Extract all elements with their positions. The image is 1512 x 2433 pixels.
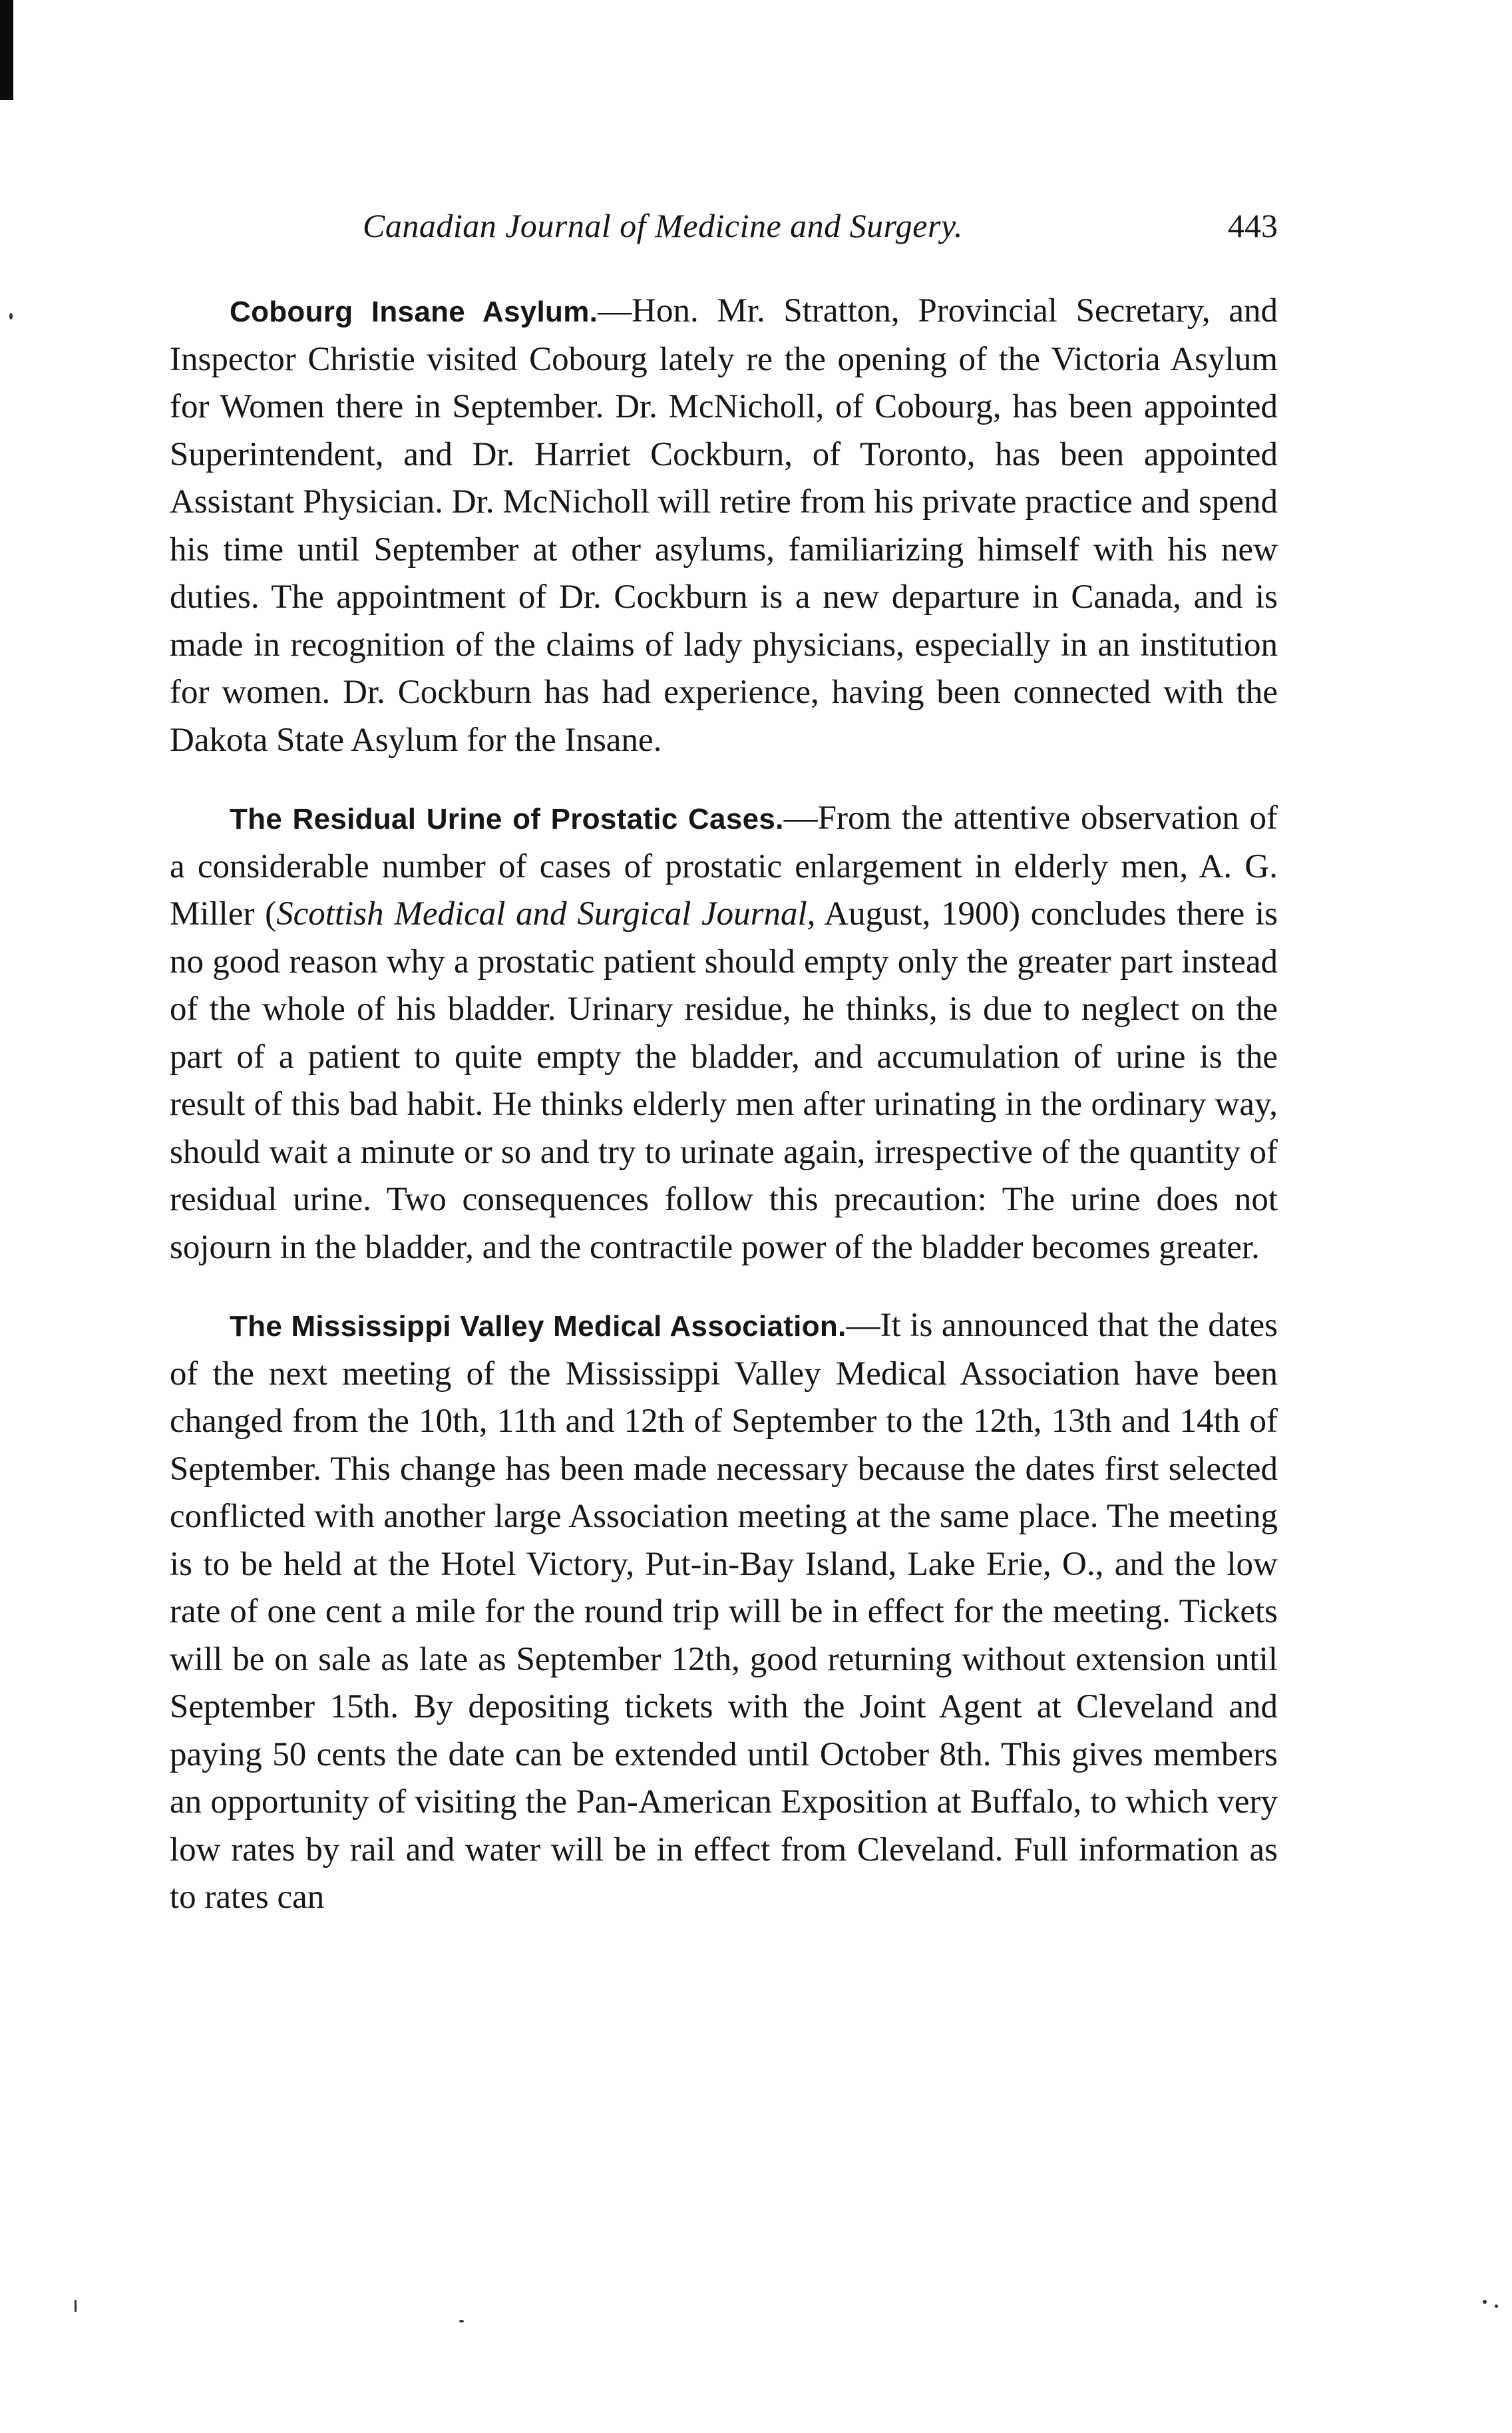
article-heading: The Residual Urine of Prostatic Cases. [230, 803, 784, 835]
article-heading: The Mississippi Valley Medical Association. [230, 1310, 847, 1343]
running-head [170, 200, 1278, 253]
article-body: —Hon. Mr. Stratton, Provincial Secretary, and Inspector Christie visited Cobourg lately re the opening of the Victoria Asylum for Women there in September. Dr. McNicholl, of Cobourg, has been appointed Superintendent, and Dr. Harriet Cockburn, of Toronto, has been appointed Assistant Physician. Dr. McNicholl will retire from his private practice and spend his time until September at other asylums, familiarizing himself with his new duties. The appointment of Dr. Cockburn is a new departure in Canada, and is made in recognition of the claims of lady physicians, especially in an institution for women. Dr. Cockburn has had experience, having been connected with the Dakota State Asylum for the Insane. [170, 292, 1278, 759]
article-body: August, 1900) concludes there is no good reason why a prostatic patient should empty only the greater part instead of the whole of his bladder. Urinary residue, he thinks, is due to neglect on the part of a patient to quite empty the bladder, and accumulation of urine is the result of this bad habit. He thinks elderly men after urinating in the ordinary way, should wait a minute or so and try to urinate again, irrespective of the quantity of residual urine. Two consequences follow this precaution: The urine does not sojourn in the bladder, and the contractile power of the bladder becomes greater. [170, 895, 1278, 1266]
scan-speck [1495, 2305, 1498, 2308]
article-body: —It is announced that the dates of the next meeting of the Mississippi Valley Medical Association have been changed from the 10th, 11th and 12th of September to the 12th, 13th and 14th of September. This change has been made necessary because the dates first selected conflicted with another large Association meeting at the same place. The meeting is to be held at the Hotel Victory, Put-in-Bay Island, Lake Erie, O., and the low rate of one cent a mile for the round trip will be in effect for the meeting. Tickets will be on sale as late as September 12th, good returning without extension until September 15th. By depositing tickets with the Joint Agent at Cleveland and paying 50 cents the date can be extended until October 8th. This gives members an opportunity of visiting the Pan-American Exposition at Buffalo, to which very low rates by rail and water will be in effect from Cleveland. Full information as to rates can [170, 1307, 1278, 1916]
article-cobourg-asylum [170, 288, 1278, 764]
article-heading: Cobourg Insane Asylum. [230, 296, 598, 328]
scan-speck [75, 2300, 77, 2312]
page-number: 443 [1228, 207, 1278, 244]
scan-speck [9, 313, 13, 320]
article-body: —From the attentive observation of a considerable number of cases of prostatic enlargement in elderly men, A. G. Miller ( [170, 799, 1278, 933]
scan-speck [459, 2320, 464, 2322]
journal-citation: Scottish Medical and Surgical Journal, [276, 895, 816, 933]
article-residual-urine [170, 795, 1278, 1271]
scan-speck [1483, 2300, 1487, 2304]
running-title: Canadian Journal of Medicine and Surgery. [363, 207, 963, 244]
article-mississippi-valley [170, 1302, 1278, 1922]
journal-page [170, 200, 1278, 1922]
binding-edge [0, 0, 13, 100]
